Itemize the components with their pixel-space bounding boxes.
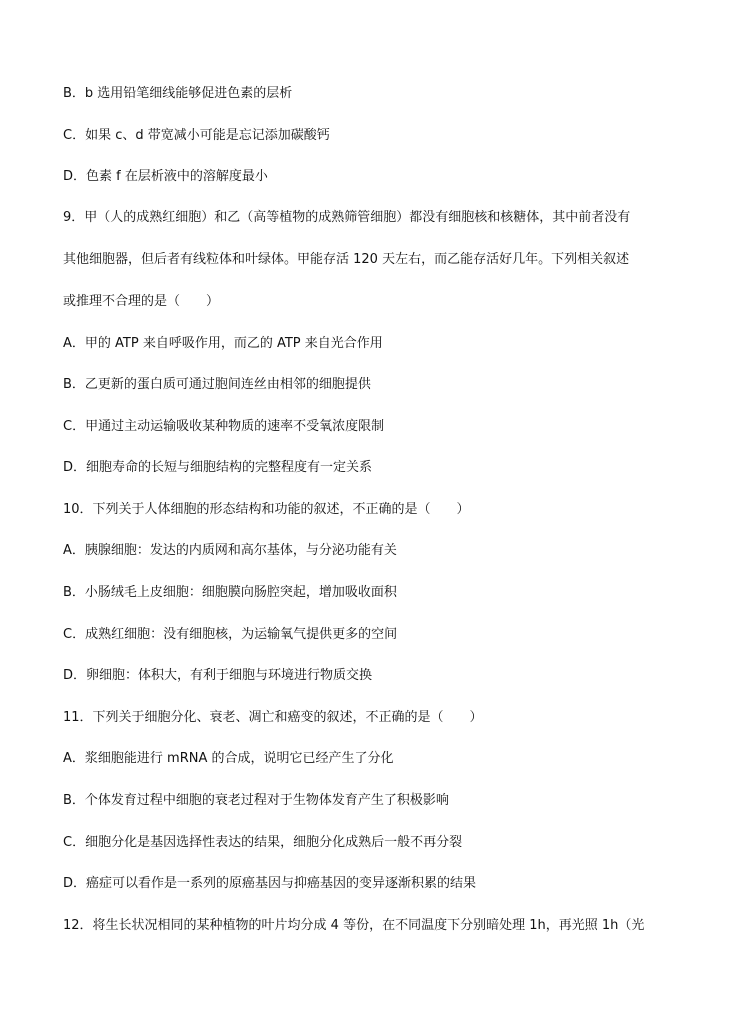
q11-option-a: A．浆细胞能进行 mRNA 的合成，说明它已经产生了分化 <box>63 751 394 766</box>
q10-stem: 10．下列关于人体细胞的形态结构和功能的叙述，不正确的是（ ） <box>63 502 470 517</box>
q11-option-c: C．细胞分化是基因选择性表达的结果，细胞分化成熟后一般不再分裂 <box>63 835 463 850</box>
q8-option-d: D．色素 f 在层析液中的溶解度最小 <box>63 169 268 184</box>
q9-option-a: A．甲的 ATP 来自呼吸作用，而乙的 ATP 来自光合作用 <box>63 336 383 351</box>
q9-option-b: B．乙更新的蛋白质可通过胞间连丝由相邻的细胞提供 <box>63 377 371 392</box>
q12-stem-line-1: 12．将生长状况相同的某种植物的叶片均分成 4 等份，在不同温度下分别暗处理 1h，再光照 1h（光 <box>63 918 645 933</box>
q10-option-b: B．小肠绒毛上皮细胞：细胞膜向肠腔突起，增加吸收面积 <box>63 585 397 600</box>
q11-option-d: D．癌症可以看作是一系列的原癌基因与抑癌基因的变异逐渐积累的结果 <box>63 876 477 891</box>
q8-option-b: B．b 选用铅笔细线能够促进色素的层析 <box>63 86 293 101</box>
q9-stem-line-1: 9．甲（人的成熟红细胞）和乙（高等植物的成熟筛管细胞）都没有细胞核和核糖体，其中前者没有 <box>63 210 631 225</box>
q9-option-d: D．细胞寿命的长短与细胞结构的完整程度有一定关系 <box>63 460 373 475</box>
q10-option-a: A．胰腺细胞：发达的内质网和高尔基体，与分泌功能有关 <box>63 543 397 558</box>
q10-option-d: D．卵细胞：体积大，有利于细胞与环境进行物质交换 <box>63 668 373 683</box>
q11-option-b: B．个体发育过程中细胞的衰老过程对于生物体发育产生了积极影响 <box>63 793 449 808</box>
q9-option-c: C．甲通过主动运输吸收某种物质的速率不受氧浓度限制 <box>63 419 385 434</box>
q11-stem: 11．下列关于细胞分化、衰老、凋亡和癌变的叙述，不正确的是（ ） <box>63 710 483 725</box>
q10-option-c: C．成熟红细胞：没有细胞核，为运输氧气提供更多的空间 <box>63 627 398 642</box>
q9-stem-line-3: 或推理不合理的是（ ） <box>63 294 220 309</box>
q8-option-c: C．如果 c、d 带宽减小可能是忘记添加碳酸钙 <box>63 128 330 143</box>
q9-stem-line-2: 其他细胞器，但后者有线粒体和叶绿体。甲能存活 120 天左右，而乙能存活好几年。下列相关叙述 <box>63 252 630 267</box>
